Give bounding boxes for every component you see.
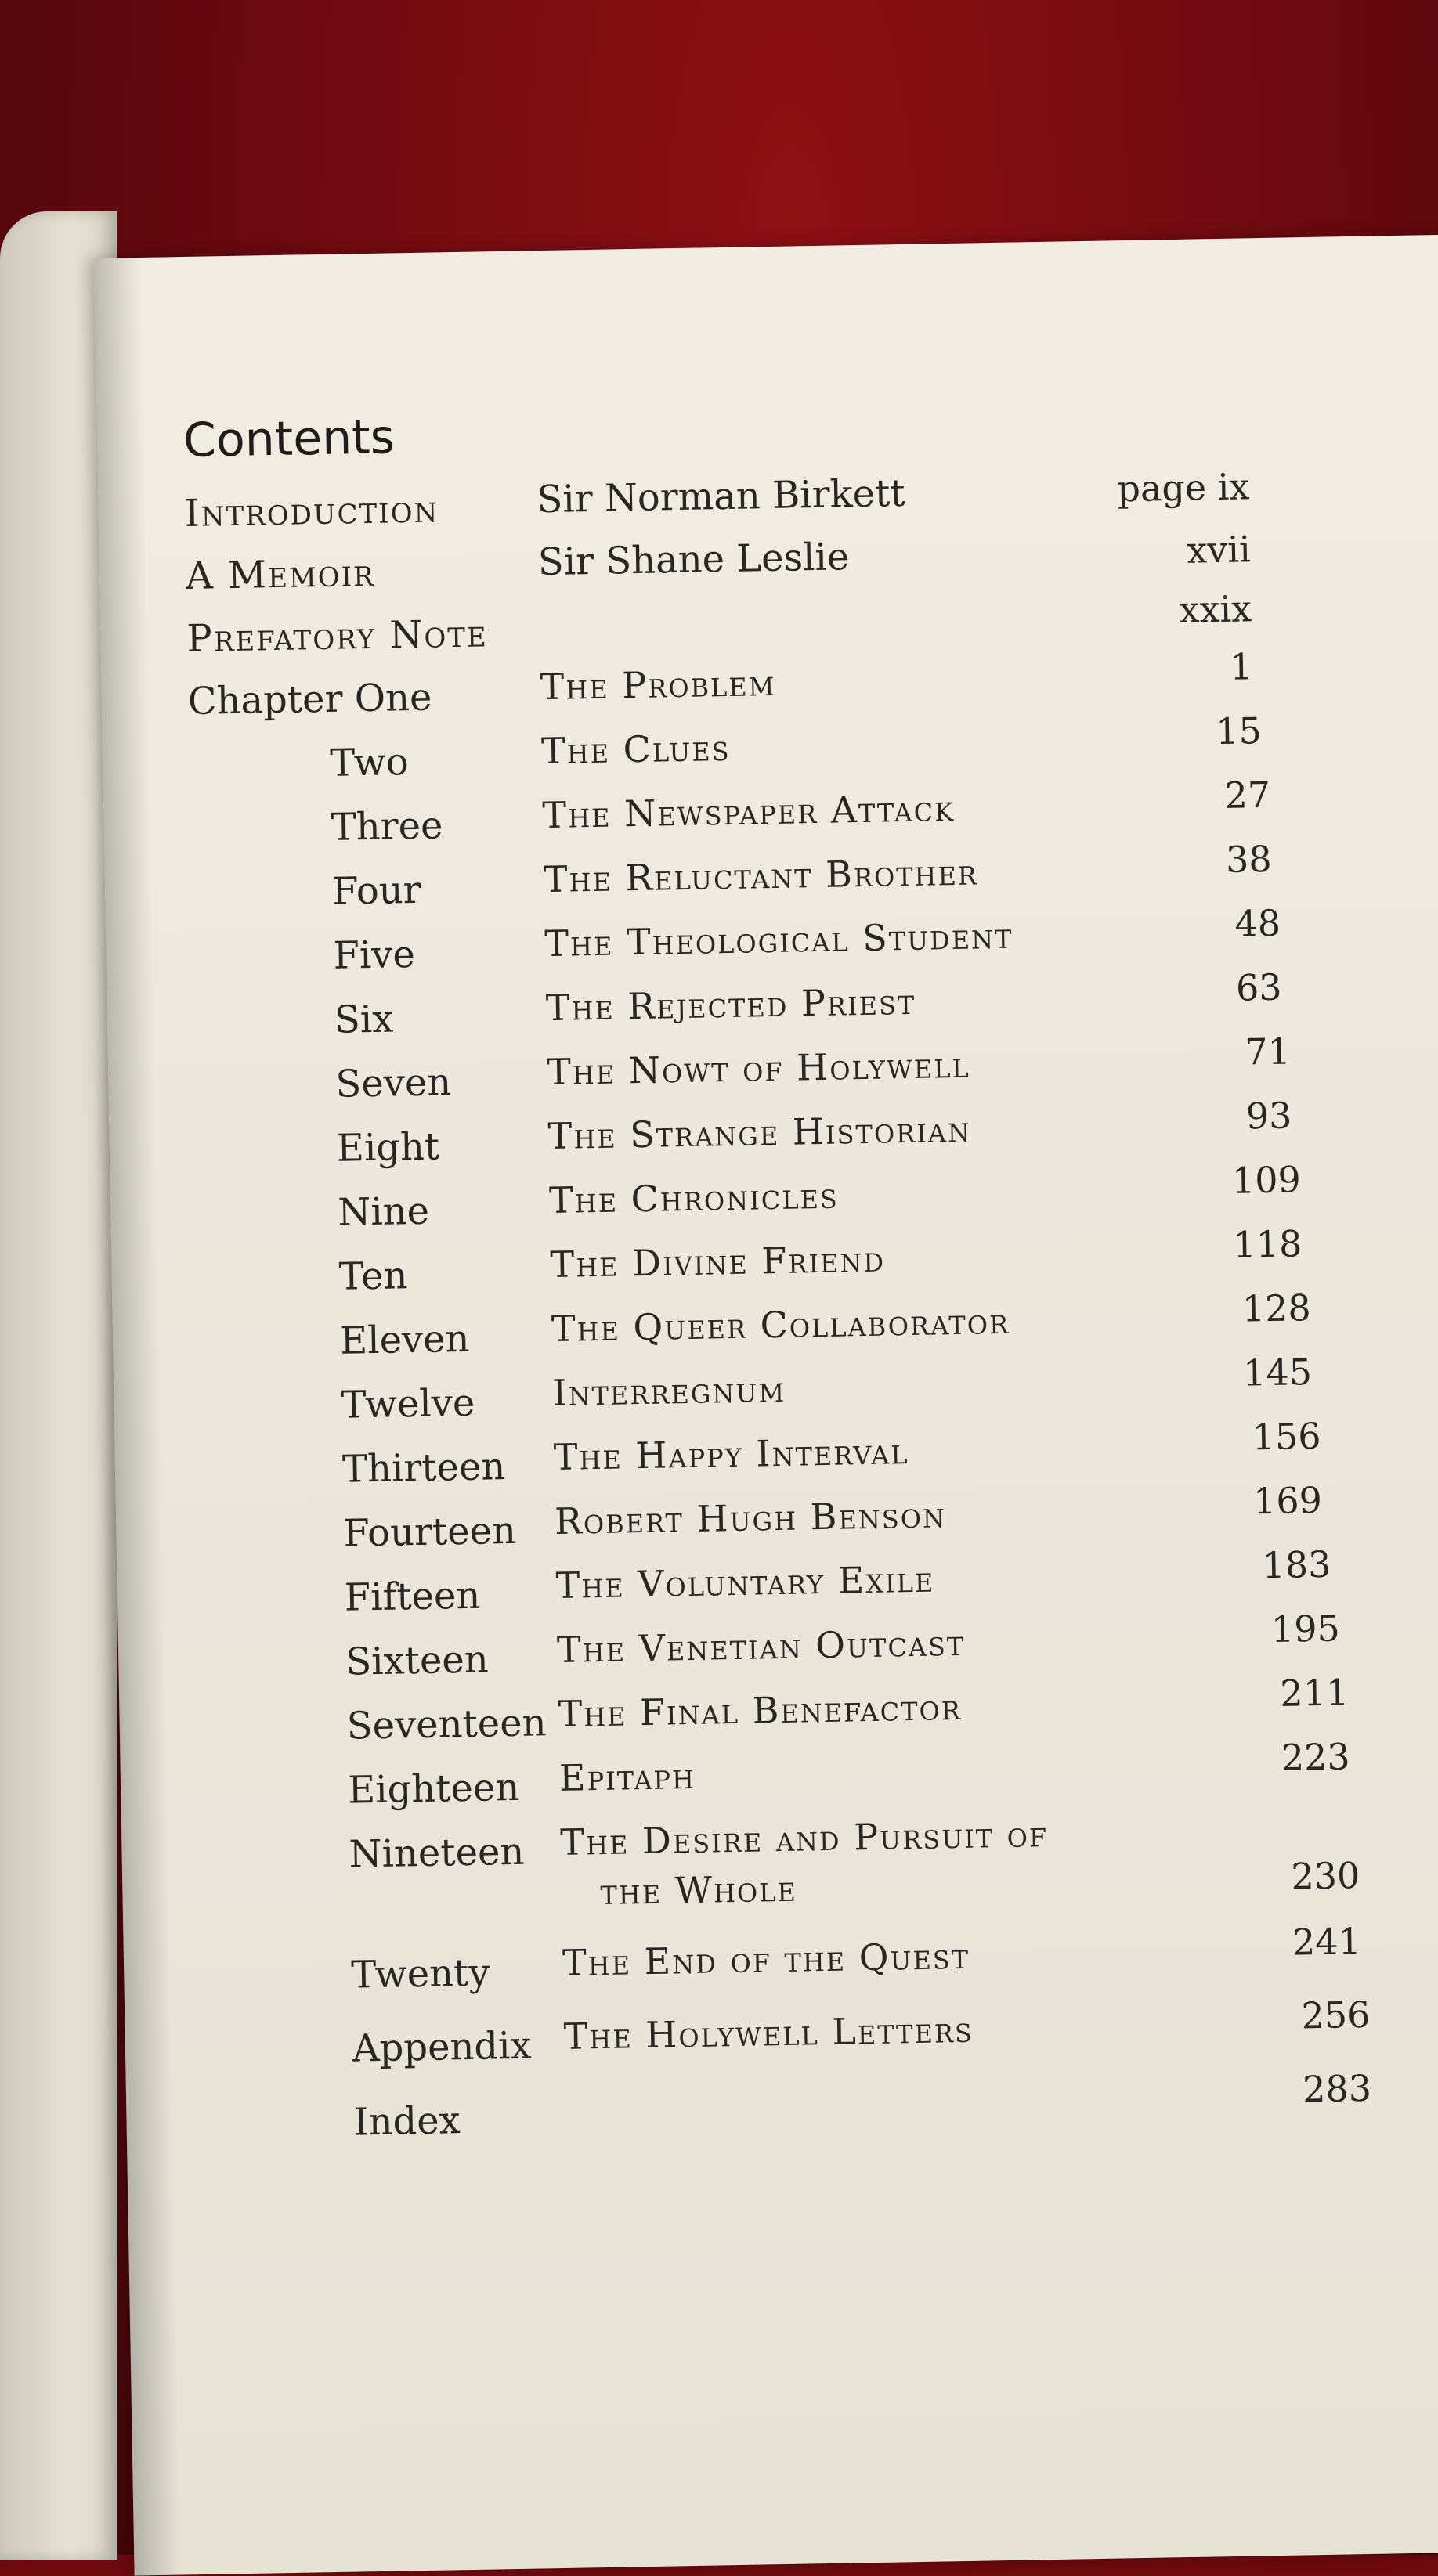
chapter-page: 156 [1252, 1414, 1321, 1459]
chapter-page: 283 [1302, 2066, 1372, 2111]
chapter-page: 1 [1229, 645, 1253, 688]
chapter-title: The Reluctant Brother [543, 850, 979, 901]
contents-page [94, 234, 1438, 2575]
chapter-title-continuation: the Whole [600, 1867, 798, 1914]
chapter-number: Sixteen [345, 1637, 490, 1684]
chapter-number: Two [329, 740, 410, 785]
chapter-page: 109 [1231, 1158, 1302, 1202]
chapter-title: The Clues [540, 726, 732, 773]
chapter-page: 195 [1270, 1607, 1341, 1651]
chapter-number: Nine [337, 1189, 430, 1235]
chapter-page: 48 [1234, 901, 1281, 945]
chapter-page: 241 [1292, 1920, 1362, 1964]
chapter-title: The Newspaper Attack [542, 786, 956, 837]
chapter-number: Four [331, 868, 422, 914]
chapter-number: Seventeen [346, 1701, 547, 1748]
chapter-title: The Happy Interval [553, 1430, 909, 1478]
chapter-number: Three [331, 803, 443, 850]
chapter-number: Five [333, 932, 416, 978]
chapter-title: The Queer Collaborator [551, 1299, 1010, 1351]
chapter-page: 118 [1232, 1222, 1303, 1266]
contents-title: Contents [182, 409, 396, 469]
front-author: Sir Shane Leslie [537, 535, 850, 585]
chapter-number: Twelve [341, 1380, 475, 1427]
chapter-title: Interregnum [551, 1367, 786, 1415]
front-page: page ix [1117, 465, 1250, 511]
chapter-number: Eleven [339, 1316, 470, 1363]
chapter-title: The Voluntary Exile [555, 1557, 935, 1607]
chapter-number: Nineteen [349, 1829, 525, 1877]
chapter-title: The Venetian Outcast [556, 1621, 966, 1671]
front-author: Sir Norman Birkett [536, 471, 906, 522]
chapter-title: The Desire and Pursuit of [559, 1813, 1049, 1863]
chapter-page: 93 [1245, 1094, 1292, 1138]
chapter-number: Thirteen [341, 1445, 506, 1492]
chapter-page: 256 [1301, 1993, 1371, 2037]
chapter-page: 128 [1241, 1286, 1312, 1330]
front-page: xxix [1179, 587, 1252, 631]
chapter-title: The Strange Historian [547, 1107, 972, 1158]
chapter-title: The End of the Quest [562, 1934, 970, 1984]
chapter-title: The Final Benefactor [558, 1685, 963, 1735]
chapter-page: 169 [1252, 1478, 1323, 1523]
chapter-title: Robert Hugh Benson [554, 1493, 947, 1542]
chapter-title: The Divine Friend [550, 1237, 886, 1286]
front-label: Prefatory Note [186, 612, 489, 662]
chapter-title: The Problem [540, 661, 776, 709]
chapter-page: 38 [1225, 837, 1273, 881]
chapter-page: 183 [1262, 1542, 1331, 1587]
chapter-title: The Rejected Priest [545, 980, 916, 1030]
chapter-page: 223 [1281, 1735, 1351, 1779]
chapter-title: The Holywell Letters [563, 2008, 974, 2058]
chapter-number: Eighteen [347, 1765, 520, 1813]
chapter-number: Fourteen [342, 1508, 517, 1556]
front-page: xvii [1186, 528, 1252, 572]
chapter-page: 15 [1215, 709, 1263, 753]
chapter-number: Appendix [352, 2023, 533, 2071]
chapter-number: Chapter One [187, 675, 432, 723]
chapter-number: Index [353, 2098, 461, 2145]
chapter-number: Six [334, 997, 394, 1042]
chapter-number: Seven [334, 1060, 452, 1106]
chapter-title: The Theological Student [544, 914, 1013, 965]
front-label: Introduction [184, 487, 439, 536]
chapter-title: Epitaph [558, 1754, 696, 1799]
chapter-page: 230 [1291, 1854, 1360, 1898]
front-label: A Memoir [185, 550, 376, 599]
chapter-page: 63 [1235, 965, 1282, 1009]
chapter-number: Fifteen [344, 1573, 481, 1620]
chapter-page: 145 [1242, 1351, 1313, 1394]
chapter-number: Twenty [350, 1950, 490, 1997]
chapter-number: Eight [336, 1124, 440, 1171]
chapter-title: The Nowt of Holywell [546, 1043, 971, 1094]
chapter-page: 27 [1224, 773, 1271, 817]
chapter-number: Ten [338, 1254, 408, 1299]
chapter-title: The Chronicles [548, 1174, 840, 1222]
chapter-page: 71 [1244, 1030, 1292, 1073]
chapter-page: 211 [1279, 1671, 1349, 1715]
